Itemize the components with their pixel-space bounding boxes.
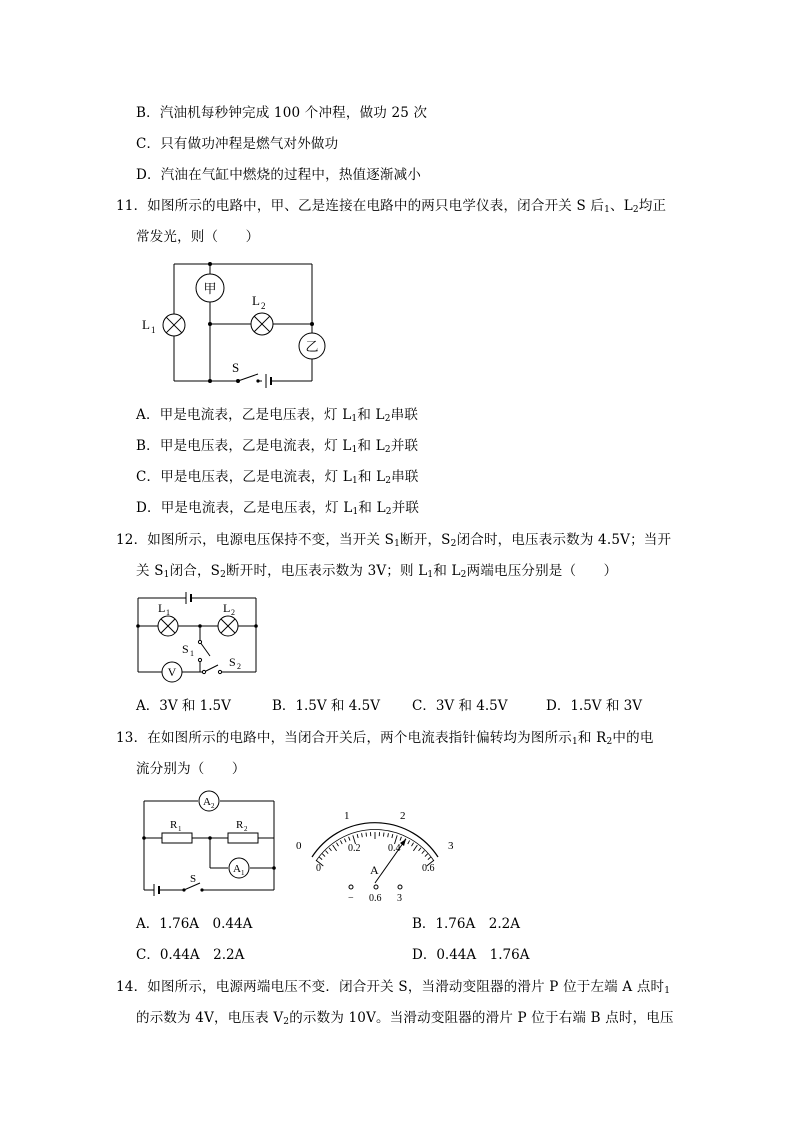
ammeter-a2 <box>199 791 219 811</box>
svg-text:2: 2 <box>261 301 266 311</box>
q13-option-c: C．0.44A 2.2A <box>136 947 245 963</box>
q11-stem-line1: 11．如图所示的电路中，甲、乙是连接在电路中的两只电学仪表，闭合开关 S 后$_1$、$L_2$均正 <box>116 198 667 215</box>
lamp-l2 <box>251 293 273 335</box>
q12-option-a: A．3V 和 1.5V <box>136 698 231 714</box>
dial-tick <box>326 851 329 854</box>
svg-text:L: L <box>158 601 166 615</box>
svg-text:2: 2 <box>231 608 235 617</box>
dial-tick <box>388 833 389 837</box>
q11-option-c: C．甲是电压表，乙是电流表，灯 $L_1$和 $L_2$串联 <box>136 469 419 486</box>
svg-text:1: 1 <box>151 325 156 335</box>
q12-stem-line1: 12．如图所示，电源电压保持不变，当开关 $S_1$断开，$S_2$闭合时，电压表示数为 4.5V；当开 <box>116 532 672 549</box>
dial-tick <box>357 834 358 838</box>
q11-circuit-diagram <box>140 258 340 388</box>
dial-tick <box>349 837 350 841</box>
dial-outer-3: 3 <box>448 840 454 852</box>
q12-stem-line2: 关 $S_1$闭合，$S_2$断开时，电压表示数为 3V；则 $L_1$和 $L_2$两端电压分别是（ ） <box>136 563 618 580</box>
svg-text:L: L <box>252 293 260 308</box>
dial-tick <box>319 857 322 860</box>
svg-text:1: 1 <box>190 649 194 658</box>
dial-tick <box>329 848 331 851</box>
dial-inner-3: 0.6 <box>422 863 435 874</box>
svg-text:S: S <box>182 642 189 656</box>
resistor-r2 <box>228 833 258 843</box>
dial-tick <box>422 851 425 854</box>
lamp-l2 <box>218 601 238 636</box>
svg-text:L: L <box>223 601 231 615</box>
switch-s-label: S <box>232 360 240 375</box>
svg-text:L: L <box>142 317 150 332</box>
q10-option-d: D．汽油在气缸中燃烧的过程中，热值逐渐减小 <box>136 167 422 183</box>
q10-option-b: B．汽油机每秒钟完成 100 个冲程，做功 25 次 <box>136 105 428 121</box>
svg-text:1: 1 <box>178 825 182 833</box>
q13-stem-line2: 流分别为（ ） <box>136 761 246 777</box>
svg-text:2: 2 <box>211 802 215 810</box>
lamp-l1 <box>158 601 178 636</box>
q12-option-c: C．3V 和 4.5V <box>412 698 508 714</box>
svg-text:R: R <box>170 819 178 831</box>
svg-text:2: 2 <box>237 662 241 671</box>
dial-tick <box>412 843 414 846</box>
q12-circuit-diagram <box>134 590 264 685</box>
meter-jia <box>196 274 224 302</box>
dial-outer-0: 0 <box>296 840 302 852</box>
dial-tick <box>419 848 421 851</box>
q13-option-a: A．1.76A 0.44A <box>136 916 253 932</box>
switch-s1-label <box>182 642 194 658</box>
dial-inner-0: 0 <box>316 863 321 874</box>
dial-tick <box>413 845 417 851</box>
q13-circuit-diagram <box>140 790 280 895</box>
meter-yi <box>299 333 325 359</box>
dial-tick <box>322 854 325 857</box>
dial-inner-1: 0.2 <box>348 843 361 854</box>
svg-text:甲: 甲 <box>203 281 217 296</box>
q13-option-b: B．1.76A 2.2A <box>412 916 520 932</box>
q11-option-b: B．甲是电压表，乙是电流表，灯 $L_1$和 $L_2$并联 <box>136 438 419 455</box>
dial-tick <box>333 845 337 851</box>
q14-stem-line1: 14．如图所示，电源两端电压不变．闭合开关 S，当滑动变阻器的滑片 P 位于左端 A 点时$_1$ <box>116 979 671 996</box>
q12-option-b: B．1.5V 和 4.5V <box>272 698 380 714</box>
svg-text:2: 2 <box>244 825 248 833</box>
dial-tick <box>425 854 428 857</box>
dial-outer-1: 1 <box>344 810 350 822</box>
dial-tick <box>340 840 342 844</box>
r1-label <box>170 819 182 833</box>
dial-tick <box>362 833 363 837</box>
dial-tick <box>336 843 338 846</box>
svg-text:R: R <box>236 819 244 831</box>
resistor-r1 <box>162 833 192 843</box>
svg-text:V: V <box>167 665 177 679</box>
q13-stem-line1: 13．在如图所示的电路中，当闭合开关后，两个电流表指针偏转均为图所示$_1$和 $R_2$中的电 <box>116 730 654 747</box>
svg-text:乙: 乙 <box>305 339 319 354</box>
dial-outer-2: 2 <box>400 810 406 822</box>
svg-text:A: A <box>203 796 211 808</box>
dial-inner-2: 0.4 <box>388 843 401 854</box>
svg-text:1: 1 <box>166 608 170 617</box>
switch-s2-label <box>229 655 241 671</box>
switch-s-label: S <box>190 873 197 885</box>
ammeter-a1 <box>229 858 249 878</box>
dial-tick <box>400 837 401 841</box>
r2-label <box>236 819 248 833</box>
terminal-3: 3 <box>397 893 402 904</box>
q10-option-c: C．只有做功冲程是燃气对外做功 <box>136 136 339 152</box>
q13-option-d: D．0.44A 1.76A <box>412 947 530 963</box>
voltmeter-v <box>162 662 182 682</box>
terminal-06: 0.6 <box>369 893 382 904</box>
dial-tick <box>408 840 410 844</box>
q11-option-a: A．甲是电流表，乙是电压表，灯 $L_1$和 $L_2$串联 <box>136 407 419 424</box>
dial-tick <box>392 834 393 838</box>
svg-text:A: A <box>233 863 241 875</box>
dial-tick <box>428 857 431 860</box>
lamp-l1 <box>142 314 185 336</box>
terminal-neg: − <box>348 893 354 904</box>
svg-text:S: S <box>229 655 236 669</box>
q12-option-d: D．1.5V 和 3V <box>546 698 642 714</box>
q14-stem-line2: 的示数为 4V，电压表 $V_2$的示数为 10V。当滑动变阻器的滑片 P 位于右端 B 点时，电压 <box>136 1010 674 1027</box>
q11-stem-line2: 常发光，则（ ） <box>136 229 260 245</box>
q11-option-d: D．甲是电流表，乙是电压表，灯 $L_1$和 $L_2$并联 <box>136 500 420 517</box>
dial-unit: A <box>370 863 379 877</box>
svg-text:1: 1 <box>241 869 245 877</box>
dial-tick <box>344 839 346 843</box>
ammeter-dial <box>290 805 460 905</box>
